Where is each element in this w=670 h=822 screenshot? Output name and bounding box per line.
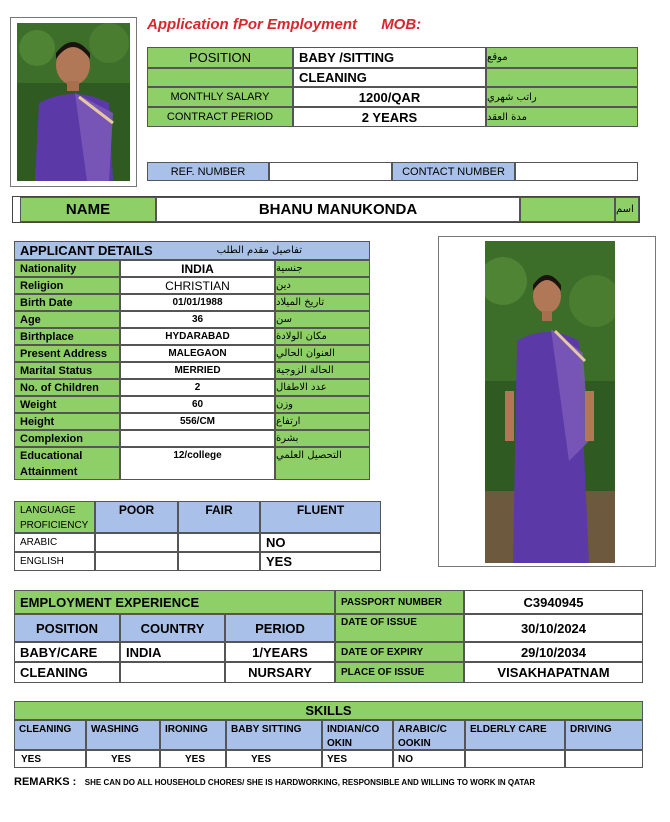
place-of-issue-label: PLACE OF ISSUE xyxy=(335,662,464,683)
application-title xyxy=(147,16,421,33)
lang-col-fluent: FLUENT xyxy=(260,501,381,533)
detail-label: Religion xyxy=(14,277,120,294)
experience-country xyxy=(120,662,225,683)
salary-value: 1200/QAR xyxy=(293,87,486,107)
detail-label: Educational Attainment xyxy=(14,447,120,480)
portrait-photo-frame xyxy=(10,17,137,187)
portrait-photo xyxy=(17,23,130,181)
skill-value: YES xyxy=(14,750,86,768)
applicant-details-title: APPLICANT DETAILS xyxy=(20,243,153,258)
employment-experience-title: EMPLOYMENT EXPERIENCE xyxy=(14,590,335,614)
date-of-issue-value: 30/10/2024 xyxy=(464,614,643,642)
detail-ar: التحصيل العلمي xyxy=(275,447,370,480)
name-ar: اسم xyxy=(615,197,639,222)
remarks xyxy=(14,772,654,790)
skill-name: ARABIC/C OOKIN xyxy=(393,720,465,750)
detail-label: Weight xyxy=(14,396,120,413)
language-fair xyxy=(178,533,260,552)
experience-position: BABY/CARE xyxy=(14,642,120,662)
exp-col-position: POSITION xyxy=(14,614,120,642)
detail-value: CHRISTIAN xyxy=(120,277,275,294)
detail-ar: مكان الولادة xyxy=(275,328,370,345)
experience-position: CLEANING xyxy=(14,662,120,683)
skill-name: DRIVING xyxy=(565,720,643,750)
place-of-issue-value: VISAKHAPATNAM xyxy=(464,662,643,683)
name-value: BHANU MANUKONDA xyxy=(156,197,520,222)
detail-label: Birth Date xyxy=(14,294,120,311)
detail-label: Present Address xyxy=(14,345,120,362)
detail-value: INDIA xyxy=(120,260,275,277)
detail-ar: الحالة الزوجية xyxy=(275,362,370,379)
skill-value xyxy=(465,750,565,768)
contract-value: 2 YEARS xyxy=(293,107,486,127)
detail-ar: عدد الاطفال xyxy=(275,379,370,396)
position-value-2: CLEANING xyxy=(293,68,486,87)
ref-number-value xyxy=(269,162,392,181)
contract-ar: مدة العقد xyxy=(486,107,638,127)
detail-label: Height xyxy=(14,413,120,430)
salary-ar: راتب شهري xyxy=(486,87,638,107)
exp-col-period: PERIOD xyxy=(225,614,335,642)
position-label: POSITION xyxy=(147,47,293,68)
mob-label: MOB: xyxy=(381,16,422,33)
remarks-text: SHE CAN DO ALL HOUSEHOLD CHORES/ SHE IS HARDWORKING, RESPONSIBLE AND WILLING TO WORK IN QATAR xyxy=(84,778,536,787)
detail-value: 36 xyxy=(120,311,275,328)
position-label-cont xyxy=(147,68,293,87)
detail-ar: جنسية xyxy=(275,260,370,277)
passport-number-value: C3940945 xyxy=(464,590,643,614)
skill-value: YES xyxy=(160,750,226,768)
contract-label: CONTRACT PERIOD xyxy=(147,107,293,127)
skill-name: IRONING xyxy=(160,720,226,750)
full-photo-frame xyxy=(438,236,656,567)
skills-title: SKILLS xyxy=(14,701,643,720)
language-fluent: NO xyxy=(260,533,381,552)
lang-col-poor: POOR xyxy=(95,501,178,533)
detail-value: MALEGAON xyxy=(120,345,275,362)
detail-value xyxy=(120,430,275,447)
exp-col-country: COUNTRY xyxy=(120,614,225,642)
skill-value xyxy=(565,750,643,768)
detail-value: 01/01/1988 xyxy=(120,294,275,311)
detail-ar: وزن xyxy=(275,396,370,413)
position-ar-cont xyxy=(486,68,638,87)
date-of-expiry-value: 29/10/2034 xyxy=(464,642,643,662)
language-fluent: YES xyxy=(260,552,381,571)
skill-name: WASHING xyxy=(86,720,160,750)
detail-value: 556/CM xyxy=(120,413,275,430)
detail-value: HYDARABAD xyxy=(120,328,275,345)
detail-label: Complexion xyxy=(14,430,120,447)
date-of-issue-label: DATE OF ISSUE xyxy=(335,614,464,642)
position-ar: موقع xyxy=(486,47,638,68)
detail-ar: سن xyxy=(275,311,370,328)
applicant-details-header xyxy=(14,241,370,260)
title-text: Application fPor Employment xyxy=(147,16,358,33)
detail-ar: دين xyxy=(275,277,370,294)
experience-period: NURSARY xyxy=(225,662,335,683)
detail-value: 2 xyxy=(120,379,275,396)
detail-value: MERRIED xyxy=(120,362,275,379)
remarks-label: REMARKS : xyxy=(14,776,77,788)
language-fair xyxy=(178,552,260,571)
detail-value: 12/college xyxy=(120,447,275,480)
date-of-expiry-label: DATE OF EXPIRY xyxy=(335,642,464,662)
position-value-1: BABY /SITTING xyxy=(293,47,486,68)
skill-value: NO xyxy=(393,750,465,768)
detail-ar: العنوان الحالي xyxy=(275,345,370,362)
salary-label: MONTHLY SALARY xyxy=(147,87,293,107)
skill-name: INDIAN/CO OKIN xyxy=(322,720,393,750)
name-label: NAME xyxy=(20,197,156,222)
detail-ar: بشرة xyxy=(275,430,370,447)
contact-number-label: CONTACT NUMBER xyxy=(392,162,515,181)
passport-number-label: PASSPORT NUMBER xyxy=(335,590,464,614)
ref-number-label: REF. NUMBER xyxy=(147,162,269,181)
skill-name: CLEANING xyxy=(14,720,86,750)
detail-label: Age xyxy=(14,311,120,328)
detail-ar: ارتفاع xyxy=(275,413,370,430)
skill-value: YES xyxy=(322,750,393,768)
detail-value: 60 xyxy=(120,396,275,413)
detail-label: Nationality xyxy=(14,260,120,277)
experience-period: 1/YEARS xyxy=(225,642,335,662)
contact-number-value xyxy=(515,162,638,181)
skill-value: YES xyxy=(226,750,322,768)
language-poor xyxy=(95,533,178,552)
detail-label: Marital Status xyxy=(14,362,120,379)
skill-name: ELDERLY CARE xyxy=(465,720,565,750)
language-name: ENGLISH xyxy=(14,552,95,571)
language-proficiency-label: LANGUAGE PROFICIENCY xyxy=(14,501,95,533)
experience-country: INDIA xyxy=(120,642,225,662)
skill-value: YES xyxy=(86,750,160,768)
detail-ar: تاريخ الميلاد xyxy=(275,294,370,311)
language-name: ARABIC xyxy=(14,533,95,552)
skill-name: BABY SITTING xyxy=(226,720,322,750)
detail-label: Birthplace xyxy=(14,328,120,345)
language-poor xyxy=(95,552,178,571)
full-length-photo xyxy=(485,241,615,563)
lang-col-fair: FAIR xyxy=(178,501,260,533)
applicant-details-title-ar: تفاصيل مقدم الطلب xyxy=(216,245,302,256)
detail-label: No. of Children xyxy=(14,379,120,396)
name-spacer xyxy=(520,197,615,222)
